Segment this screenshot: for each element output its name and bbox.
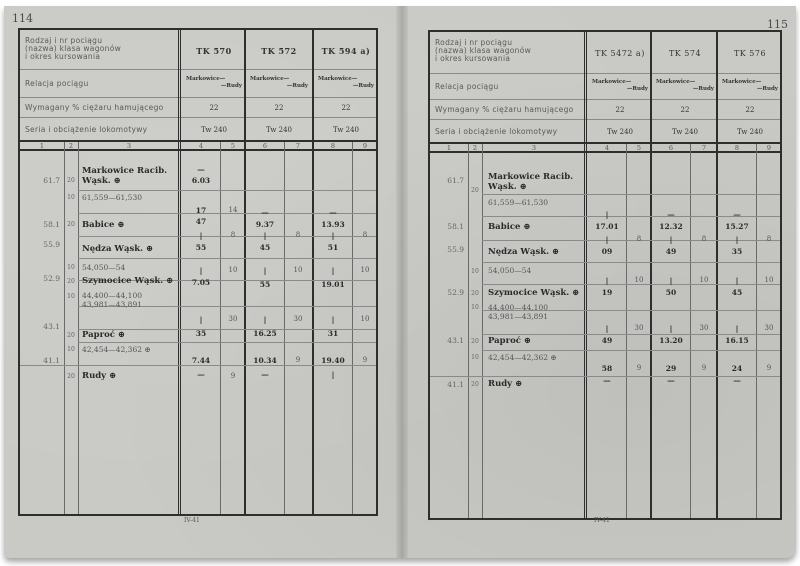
end-mark: — [733, 376, 741, 385]
header-row-relation [430, 74, 780, 100]
timetable-book-spread [4, 6, 796, 558]
km-value: 41.1 [447, 380, 464, 389]
run-minutes: 30 [634, 324, 644, 332]
station-line: Wąsk. ⊕ [82, 176, 121, 186]
station-name: Szymocice Wąsk. ⊕ [82, 276, 174, 286]
loco-label: Seria i obciążenie lokomotywy [25, 125, 148, 134]
station-name: Nędza Wąsk. ⊕ [82, 244, 154, 254]
page-number: 114 [12, 12, 33, 25]
station-line: Markowice Racib. [488, 172, 574, 182]
row-divider [78, 190, 376, 191]
loco-label: Seria i obciążenie lokomotywy [435, 127, 558, 136]
pass-mark: | [331, 315, 335, 324]
column-number: 4 [604, 144, 610, 152]
run-minutes: 14 [228, 206, 238, 214]
speed-limit: 20 [67, 332, 75, 339]
pass-mark: | [605, 276, 609, 285]
run-minutes: 8 [636, 235, 642, 243]
label-line: Rodzaj i nr pociągu [435, 38, 513, 47]
pass-mark: | [669, 276, 673, 285]
brake-label: Wymagany % ciężaru hamującego [435, 105, 574, 114]
column-number: 4 [198, 142, 204, 150]
km-value: 41.1 [43, 356, 60, 365]
km-range: 54,050—54 [488, 266, 532, 275]
brake-percent: 22 [274, 104, 284, 112]
km-range-line: 43,981—43,891 [82, 300, 142, 309]
departure-time: 9.37 [255, 220, 275, 229]
pass-mark: | [331, 231, 335, 240]
column-divider [468, 144, 469, 518]
header-row-loco [20, 118, 376, 142]
run-minutes: 10 [764, 276, 774, 284]
run-minutes: 10 [360, 315, 370, 323]
speed-limit: 20 [471, 290, 479, 297]
pass-mark: | [735, 235, 739, 244]
km-value: 58.1 [43, 220, 60, 229]
arrival-time: 58 [601, 364, 613, 373]
timetable [428, 30, 782, 520]
column-number: 2 [472, 144, 478, 152]
arrival-time: 17 [195, 206, 207, 215]
speed-limit: 20 [67, 278, 75, 285]
km-value: 58.1 [447, 222, 464, 231]
run-minutes: 10 [293, 266, 303, 274]
brake-percent: 22 [209, 104, 219, 112]
speed-limit: 20 [67, 177, 75, 184]
column-divider [716, 32, 718, 518]
pass-mark: | [199, 231, 203, 240]
brake-percent: 22 [341, 104, 351, 112]
run-minutes: 8 [295, 231, 301, 239]
km-range-line: 43,981—43,891 [488, 312, 548, 321]
column-number: 3 [531, 144, 537, 152]
km-range: 61,559—61,530 [82, 193, 142, 202]
time-mark: — [329, 208, 337, 217]
row-divider [482, 334, 780, 335]
pass-mark: | [331, 266, 335, 275]
station-name [82, 166, 167, 186]
km-range: 61,559—61,530 [488, 198, 548, 207]
km-range-line: 44,400—44,100 [488, 303, 548, 312]
pass-time: 51 [327, 243, 339, 252]
train-number: TK 574 [668, 49, 702, 58]
km-range [82, 291, 142, 309]
km-range-line: 44,400—44,100 [82, 291, 142, 300]
end-mark: — [667, 376, 675, 385]
train-number: TK 570 [196, 46, 232, 56]
arrival-time: 10.34 [253, 356, 277, 365]
label-line: (nazwa) klasa wagonów [435, 46, 532, 55]
row-divider [78, 342, 376, 343]
right-page [408, 6, 796, 558]
loco-series: Tw 240 [672, 128, 698, 136]
km-value: 43.1 [43, 322, 60, 331]
speed-limit: 10 [471, 354, 479, 361]
column-divider [284, 142, 285, 514]
pass-time: 45 [731, 288, 743, 297]
km-value: 55.9 [43, 240, 60, 249]
column-divider [178, 30, 181, 514]
station-line: Markowice Racib. [82, 166, 168, 176]
station-name: Babice ⊕ [82, 220, 125, 230]
station-name [488, 172, 573, 192]
run-minutes: 30 [764, 324, 774, 332]
column-number: 8 [330, 142, 336, 150]
train-number: TK 5472 a) [595, 49, 645, 58]
pass-time: 55 [195, 243, 207, 252]
row-divider [482, 194, 780, 195]
speed-limit: 20 [67, 373, 75, 380]
speed-limit: 10 [67, 264, 75, 271]
train-relation [718, 79, 782, 93]
column-number: 5 [230, 142, 236, 150]
column-number: 8 [734, 144, 740, 152]
departure-time: 6.03 [191, 176, 211, 185]
pass-mark: | [605, 324, 609, 333]
pass-mark: | [263, 315, 267, 324]
relation-label: Relacja pociągu [25, 79, 89, 88]
column-number: 7 [295, 142, 301, 150]
run-minutes: 9 [636, 364, 642, 372]
speed-limit: 20 [471, 187, 479, 194]
column-number: 3 [126, 142, 132, 150]
label-line: (nazwa) klasa wagonów [25, 44, 122, 53]
km-value: 43.1 [447, 336, 464, 345]
km-range: 42,454—42,362 ⊕ [82, 345, 151, 354]
left-page [4, 6, 396, 558]
label-line: i okres kursowania [435, 54, 511, 63]
header-row-train-kind [430, 32, 780, 74]
pass-time: 7.05 [191, 278, 211, 287]
run-minutes: 30 [293, 315, 303, 323]
header-row-loco [430, 120, 780, 144]
loco-series: Tw 240 [266, 126, 292, 134]
column-number: 9 [766, 144, 772, 152]
run-minutes: 10 [699, 276, 709, 284]
column-number: 1 [446, 144, 452, 152]
pass-mark: | [735, 276, 739, 285]
run-minutes: 10 [228, 266, 238, 274]
header-row-brake [430, 100, 780, 120]
column-number: 6 [668, 144, 674, 152]
row-divider [482, 350, 780, 351]
pass-mark: | [669, 235, 673, 244]
relation-to: —Rudy [756, 86, 778, 92]
pass-time: 50 [665, 288, 677, 297]
pass-time: 45 [259, 243, 271, 252]
end-mark: — [261, 370, 269, 379]
run-minutes: 30 [699, 324, 709, 332]
pass-time: 31 [327, 329, 339, 338]
column-number: 2 [68, 142, 74, 150]
station-name: Szymocice Wąsk. ⊕ [488, 288, 580, 298]
arrival-time: 19.40 [321, 356, 345, 365]
pass-mark: | [263, 266, 267, 275]
relation-to: —Rudy [692, 86, 714, 92]
station-name: Nędza Wąsk. ⊕ [488, 247, 560, 257]
run-minutes: 9 [701, 364, 707, 372]
column-number: 6 [262, 142, 268, 150]
speed-limit: 10 [471, 304, 479, 311]
run-minutes: 8 [362, 231, 368, 239]
speed-limit: 10 [471, 268, 479, 275]
pass-mark: | [735, 324, 739, 333]
km-range [488, 303, 548, 321]
train-number: TK 594 a) [321, 46, 371, 56]
km-value: 52.9 [447, 288, 464, 297]
page-number: 115 [767, 18, 788, 31]
station-name: Rudy ⊕ [82, 371, 117, 381]
km-value: 52.9 [43, 274, 60, 283]
relation-from: Markowice— [592, 79, 632, 85]
station-name: Paproć ⊕ [82, 330, 126, 340]
run-minutes: 8 [230, 231, 236, 239]
time-mark: — [197, 165, 205, 174]
km-range: 42,454—42,362 ⊕ [488, 353, 557, 362]
brake-percent: 22 [615, 106, 625, 114]
train-relation [652, 79, 718, 93]
end-mark: — [603, 376, 611, 385]
speed-limit: 10 [67, 293, 75, 300]
time-mark: — [261, 208, 269, 217]
speed-limit: 10 [67, 194, 75, 201]
brake-label: Wymagany % ciężaru hamującego [25, 103, 164, 112]
train-number: TK 572 [261, 46, 297, 56]
pass-mark: | [605, 235, 609, 244]
pass-mark: | [199, 315, 203, 324]
column-number: 7 [701, 144, 707, 152]
row-divider [78, 258, 376, 259]
departure-time: 12.32 [659, 222, 683, 231]
pass-time: 49 [665, 247, 677, 256]
run-minutes: 9 [766, 364, 772, 372]
arrival-time: 29 [665, 364, 677, 373]
run-minutes: 8 [701, 235, 707, 243]
run-minutes: 8 [766, 235, 772, 243]
departure-time: 47 [195, 217, 207, 226]
column-number-row [20, 142, 376, 151]
pass-mark: | [605, 210, 609, 219]
relation-to: —Rudy [626, 86, 648, 92]
departure-time: 15.27 [725, 222, 749, 231]
relation-from: Markowice— [318, 76, 358, 82]
km-value: 61.7 [447, 176, 464, 185]
pass-time: 55 [259, 280, 271, 289]
relation-to: —Rudy [220, 83, 242, 89]
column-number: 5 [636, 144, 642, 152]
column-divider [482, 144, 483, 518]
column-number: 9 [362, 142, 368, 150]
pass-time: 16.15 [725, 336, 749, 345]
train-number: TK 576 [733, 49, 767, 58]
header-row-train-kind [20, 30, 376, 70]
footer-code: IV-41 [594, 517, 610, 524]
relation-from: Markowice— [250, 76, 290, 82]
relation-from: Markowice— [722, 79, 762, 85]
km-value: 55.9 [447, 245, 464, 254]
speed-limit: 10 [67, 346, 75, 353]
speed-limit: 20 [471, 338, 479, 345]
station-line: Wąsk. ⊕ [488, 182, 527, 192]
row-divider [482, 262, 780, 263]
brake-percent: 22 [745, 106, 755, 114]
header-row-relation [20, 70, 376, 98]
label-line: Rodzaj i nr pociągu [25, 36, 103, 45]
run-minutes: 9 [230, 372, 236, 380]
time-mark: — [667, 210, 675, 219]
pass-time: 19 [601, 288, 613, 297]
station-name: Rudy ⊕ [488, 379, 523, 389]
run-minutes: 9 [295, 356, 301, 364]
pass-time: 19.01 [321, 280, 345, 289]
pass-time: 35 [731, 247, 743, 256]
speed-limit: 20 [67, 221, 75, 228]
timetable [18, 28, 378, 516]
relation-label: Relacja pociągu [435, 82, 499, 91]
pass-time: 49 [601, 336, 613, 345]
arrival-time: 24 [731, 364, 743, 373]
row-divider [20, 365, 376, 366]
pass-time: 16.25 [253, 329, 277, 338]
end-mark: — [197, 370, 205, 379]
pass-mark: | [669, 324, 673, 333]
run-minutes: 9 [362, 356, 368, 364]
column-number: 1 [39, 142, 45, 150]
loco-series: Tw 240 [201, 126, 227, 134]
loco-series: Tw 240 [607, 128, 633, 136]
arrival-time: 7.44 [191, 356, 211, 365]
train-relation [246, 76, 312, 90]
relation-from: Markowice— [656, 79, 696, 85]
pass-mark: | [199, 266, 203, 275]
station-name: Babice ⊕ [488, 222, 531, 232]
train-relation [314, 76, 378, 90]
station-name: Paproć ⊕ [488, 336, 532, 346]
departure-time: 17.01 [595, 222, 619, 231]
relation-from: Markowice— [186, 76, 226, 82]
departure-time: 13.93 [321, 220, 345, 229]
run-minutes: 30 [228, 315, 238, 323]
column-divider [650, 32, 652, 518]
run-minutes: 10 [634, 276, 644, 284]
footer-code: IV-41 [184, 517, 200, 524]
relation-to: —Rudy [352, 83, 374, 89]
speed-limit: 20 [471, 381, 479, 388]
km-value: 61.7 [43, 176, 60, 185]
column-divider [584, 32, 587, 518]
pass-mark: | [263, 231, 267, 240]
label-line: i okres kursowania [25, 52, 101, 61]
time-mark: — [733, 210, 741, 219]
pass-time: 13.20 [659, 336, 683, 345]
pass-time: 35 [195, 329, 207, 338]
loco-series: Tw 240 [737, 128, 763, 136]
train-relation [588, 79, 652, 93]
train-relation [182, 76, 246, 90]
relation-to: —Rudy [286, 83, 308, 89]
brake-percent: 22 [680, 106, 690, 114]
column-divider [220, 142, 221, 514]
km-range: 54,050—54 [82, 263, 126, 272]
book-gutter [396, 6, 408, 558]
header-row-brake [20, 98, 376, 118]
column-divider [78, 142, 79, 514]
loco-series: Tw 240 [333, 126, 359, 134]
column-divider [352, 142, 353, 514]
run-minutes: 10 [360, 266, 370, 274]
pass-time: 09 [601, 247, 613, 256]
end-mark: | [331, 370, 335, 379]
